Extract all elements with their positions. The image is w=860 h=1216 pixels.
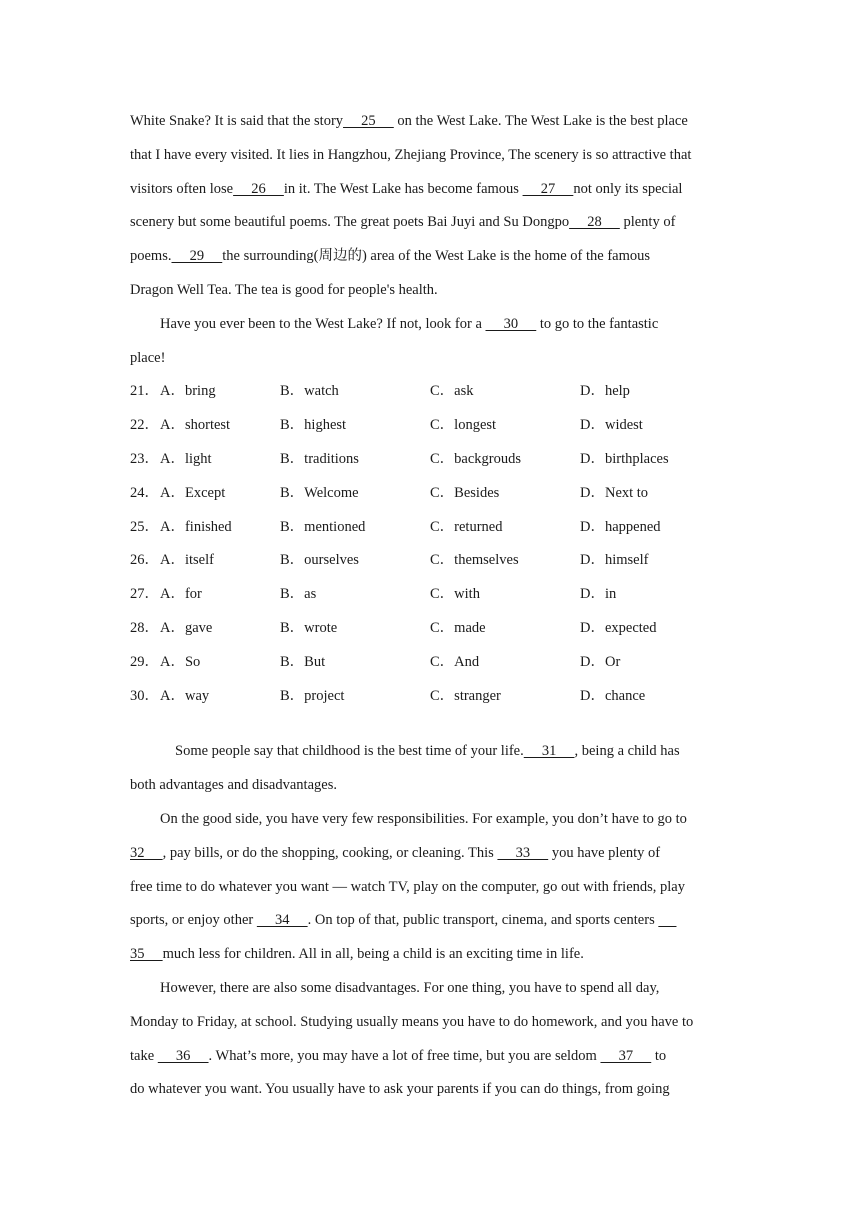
option-c: C．stranger: [430, 687, 501, 704]
text-segment: in it. The West Lake has become famous: [283, 180, 523, 197]
question-number: 24．: [130, 484, 159, 501]
passage-one-line: [130, 308, 730, 342]
option-a: A．for: [160, 586, 202, 603]
option-a: A．bring: [160, 383, 216, 400]
text-segment: scenery but some beautiful poems. The great poets Bai Juyi and Su Dongpo: [130, 214, 570, 231]
passage-one-line: [130, 240, 730, 274]
answer-blank: 37: [600, 1047, 652, 1064]
option-a: A．Except: [160, 484, 226, 501]
text-segment: much less for children. All in all, being a child is an exciting time in life.: [162, 946, 584, 963]
answer-blank: 27: [522, 180, 574, 197]
option-a: A．finished: [160, 518, 232, 535]
answer-blank: [658, 912, 676, 928]
answer-blank: 29: [171, 248, 223, 265]
answer-blank: 31: [523, 743, 575, 760]
option-c: C．backgrouds: [430, 450, 522, 467]
option-b: B．Welcome: [280, 484, 359, 501]
passage-two-line: [130, 871, 730, 905]
option-d: D．expected: [580, 619, 657, 636]
text-segment: take: [130, 1047, 158, 1064]
answer-blank: 35: [130, 946, 163, 963]
text-segment: do whatever you want. You usually have to ask your parents if you can do things, from going: [130, 1081, 670, 1098]
option-b: B．highest: [280, 417, 347, 434]
text-segment: On the good side, you have very few responsibilities. For example, you don’t have to go to: [160, 810, 687, 827]
question-row: [130, 544, 730, 578]
option-b: B．But: [280, 653, 326, 670]
answer-blank: 25: [343, 113, 394, 129]
passage-two-line: [130, 803, 730, 837]
text-segment: . On top of that, public transport, cinema, and sports centers: [307, 912, 659, 929]
option-a: A．gave: [160, 619, 213, 636]
text-segment: visitors often lose: [130, 180, 234, 197]
passage-one-line: [130, 206, 730, 240]
answer-blank: 26: [233, 180, 284, 197]
text-segment: poems.: [130, 248, 172, 265]
option-d: D．in: [580, 586, 617, 603]
option-b: B．mentioned: [280, 518, 366, 535]
question-row: [130, 511, 730, 545]
option-b: B．project: [280, 687, 345, 704]
question-number: 25．: [130, 518, 159, 535]
question-number: 28．: [130, 619, 159, 636]
passage-one-line: [130, 274, 730, 308]
text-segment: plenty of: [619, 214, 676, 231]
passage-one-line: [130, 105, 730, 139]
option-c: C．made: [430, 619, 486, 636]
passage-two-line: [130, 972, 730, 1006]
question-number: 22．: [130, 417, 159, 434]
answer-blank: 36: [157, 1047, 209, 1064]
text-segment: to: [651, 1047, 667, 1064]
passage-two-line: [130, 1040, 730, 1074]
question-number: 21．: [130, 383, 159, 400]
option-c: C．with: [430, 586, 480, 603]
answer-blank: 28: [569, 214, 620, 231]
text-segment: Have you ever been to the West Lake? If not, look for a: [160, 315, 486, 332]
passage-two-line: [130, 769, 730, 803]
text-segment: White Snake? It is said that the story: [130, 113, 344, 129]
options-list: [130, 375, 730, 713]
option-c: C．themselves: [430, 552, 519, 569]
passage-one: [130, 105, 730, 375]
question-row: [130, 375, 730, 409]
passage-two-line: [130, 904, 730, 938]
question-row: [130, 443, 730, 477]
question-number: 26．: [130, 552, 159, 569]
question-number: 29．: [130, 653, 159, 670]
answer-blank: 33: [497, 844, 549, 861]
answer-blank: 30: [485, 315, 537, 332]
text-segment: on the West Lake. The West Lake is the best place: [393, 113, 688, 129]
option-c: C．longest: [430, 417, 497, 434]
text-segment: not only its special: [573, 180, 683, 197]
option-a: A．light: [160, 450, 212, 467]
passage-two-line: [130, 837, 730, 871]
text-segment: place!: [130, 349, 166, 366]
question-number: 23．: [130, 450, 159, 467]
option-b: B．wrote: [280, 619, 338, 636]
option-c: C．Besides: [430, 484, 500, 501]
text-segment: . What’s more, you may have a lot of free time, but you are seldom: [208, 1047, 601, 1064]
passage-one-line: [130, 173, 730, 207]
option-a: A．shortest: [160, 417, 231, 434]
passage-one-line: [130, 139, 730, 173]
text-segment: Some people say that childhood is the best time of your life.: [175, 743, 524, 760]
option-b: B．ourselves: [280, 552, 359, 569]
text-segment: Monday to Friday, at school. Studying usually means you have to do homework, and you have to: [130, 1013, 694, 1030]
option-c: C．ask: [430, 383, 474, 400]
option-a: A．So: [160, 653, 201, 670]
option-d: D．Next to: [580, 484, 649, 501]
option-d: D．help: [580, 383, 630, 400]
document-page: [130, 105, 730, 1107]
option-d: D．widest: [580, 417, 643, 434]
option-a: A．itself: [160, 552, 214, 569]
question-row: [130, 680, 730, 714]
question-number: 27．: [130, 586, 159, 603]
question-row: [130, 578, 730, 612]
text-segment: both advantages and disadvantages.: [130, 777, 337, 794]
answer-blank: 34: [256, 912, 308, 929]
option-c: C．returned: [430, 518, 503, 535]
text-segment: However, there are also some disadvantages. For one thing, you have to spend all day,: [160, 979, 660, 996]
option-d: D．birthplaces: [580, 450, 669, 467]
question-row: [130, 409, 730, 443]
text-segment: you have plenty of: [548, 844, 661, 861]
answer-blank: 32: [130, 844, 163, 861]
option-d: D．chance: [580, 687, 646, 704]
option-b: B．as: [280, 586, 317, 603]
text-segment: that I have every visited. It lies in Hangzhou, Zhejiang Province, The scenery is so attractive that: [130, 146, 692, 163]
passage-two-line: [130, 1073, 730, 1107]
passage-two-line: [130, 1006, 730, 1040]
option-b: B．traditions: [280, 450, 359, 467]
passage-two: [130, 735, 730, 1107]
passage-two-line: [130, 938, 730, 972]
passage-one-line: [130, 342, 730, 376]
passage-two-line: [130, 735, 730, 769]
text-segment: sports, or enjoy other: [130, 912, 257, 929]
question-row: [130, 477, 730, 511]
option-b: B．watch: [280, 383, 339, 400]
text-segment: free time to do whatever you want — watch TV, play on the computer, go out with friends, play: [130, 878, 685, 895]
text-segment: , pay bills, or do the shopping, cooking, or cleaning. This: [162, 844, 498, 861]
option-a: A．way: [160, 687, 210, 704]
option-d: D．himself: [580, 552, 649, 569]
question-row: [130, 612, 730, 646]
text-segment: Dragon Well Tea. The tea is good for people's health.: [130, 281, 438, 298]
option-d: D．Or: [580, 653, 621, 670]
question-row: [130, 646, 730, 680]
text-segment: the surrounding(周边的) area of the West Lake is the home of the famous: [222, 248, 651, 265]
option-d: D．happened: [580, 518, 661, 535]
text-segment: to go to the fantastic: [536, 315, 659, 332]
question-number: 30．: [130, 687, 159, 704]
option-c: C．And: [430, 653, 480, 670]
text-segment: , being a child has: [574, 743, 680, 760]
